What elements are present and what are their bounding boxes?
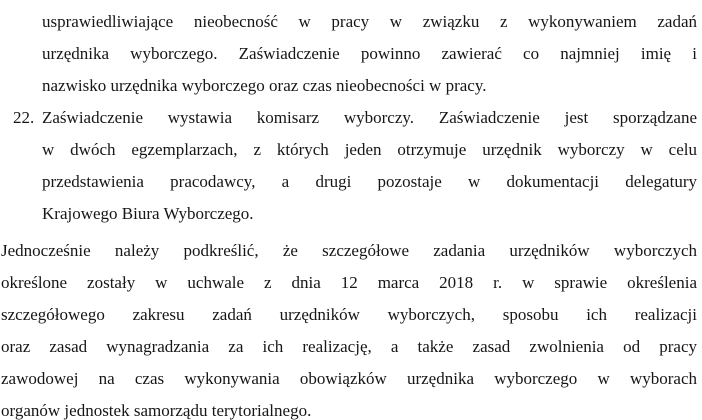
text-line: Zaświadczenie wystawia komisarz wyborczy. Zaświadczenie jest sporządzane <box>42 108 697 127</box>
text-line: określone zostały w uchwale z dnia 12 marca 2018 r. w sprawie określenia <box>1 273 697 292</box>
text-line: oraz zasad wynagradzania za ich realizację, a także zasad zwolnienia od pracy <box>1 337 697 356</box>
text-line: urzędnika wyborczego. Zaświadczenie powinno zawierać co najmniej imię i <box>42 44 697 63</box>
text-line: nazwisko urzędnika wyborczego oraz czas nieobecności w pracy. <box>42 76 487 95</box>
text-line: usprawiedliwiające nieobecność w pracy w związku z wykonywaniem zadań <box>42 12 697 31</box>
document-content <box>0 6 702 420</box>
text-line: przedstawienia pracodawcy, a drugi pozostaje w dokumentacji delegatury <box>42 172 697 191</box>
text-line: organów jednostek samorządu terytorialnego. <box>1 401 312 420</box>
body-paragraph <box>1 235 697 420</box>
continuation-paragraph <box>42 6 697 102</box>
text-line: zawodowej na czas wykonywania obowiązków urzędnika wyborczego w wyborach <box>1 369 697 388</box>
text-line: w dwóch egzemplarzach, z których jeden otrzymuje urzędnik wyborczy w celu <box>42 140 697 159</box>
item-number: 22. <box>13 108 35 127</box>
numbered-item <box>13 102 697 230</box>
text-line: szczegółowego zakresu zadań urzędników wyborczych, sposobu ich realizacji <box>1 305 697 324</box>
text-line: Krajowego Biura Wyborczego. <box>42 204 254 223</box>
text-line: Jednocześnie należy podkreślić, że szczegółowe zadania urzędników wyborczych <box>1 241 697 260</box>
